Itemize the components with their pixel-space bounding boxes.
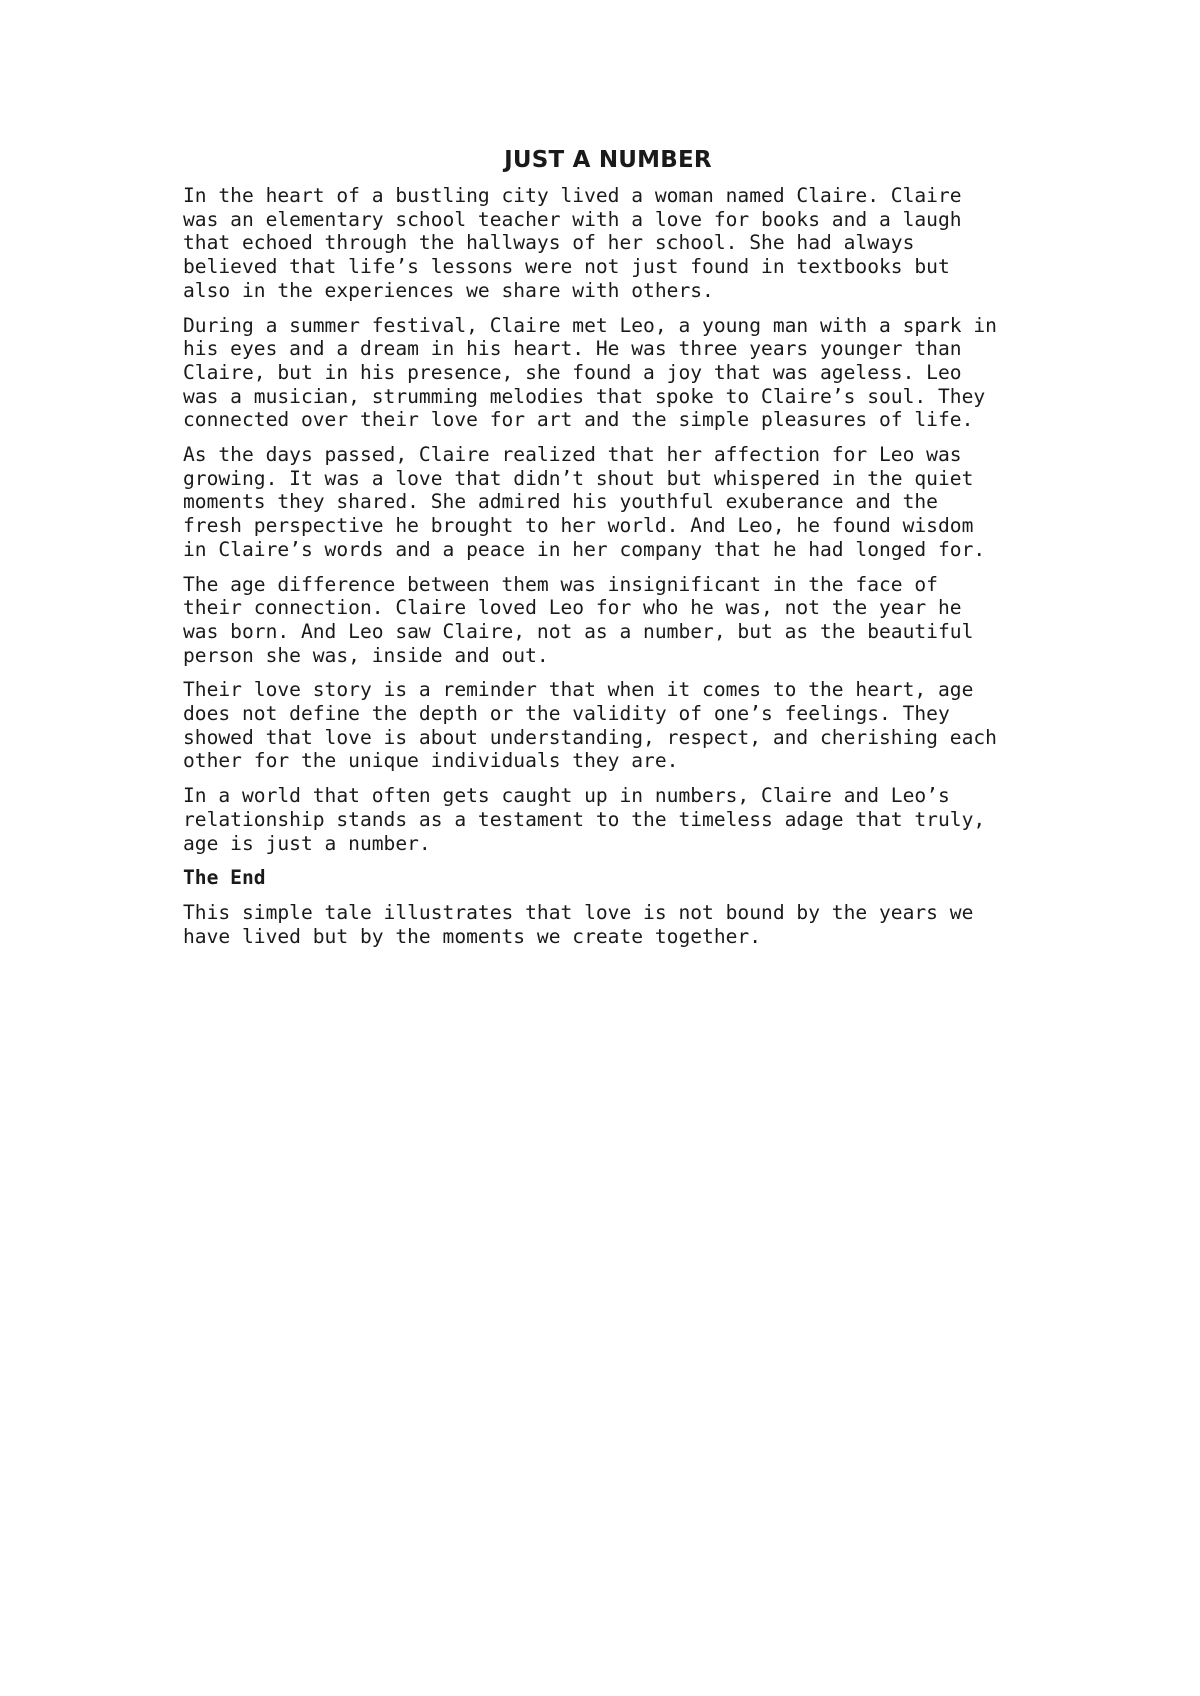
paragraph-1: In the heart of a bustling city lived a woman named Claire. Claire was an elementary school teacher with a love for books and a laugh that echoed through the hallways of her school. She had always believed that life’s lessons were not just found in textbooks but also in the experiences we share with others.	[183, 184, 962, 302]
paragraph-2: During a summer festival, Claire met Leo, a young man with a spark in his eyes and a dream in his heart. He was three years younger than Claire, but in his presence, she found a joy that was ageless. Leo was a musician, strumming melodies that spoke to Claire’s soul. They connected over their love for art and the simple pleasures of life.	[183, 313, 997, 432]
paragraph-3: As the days passed, Claire realized that her affection for Leo was growing. It was a love that didn’t shout but whispered in the quiet moments they shared. She admired his youthful exuberance and the fresh perspective he brought to her world. And Leo, he found wisdom in Claire’s words and a peace in her company that he had longed for.	[183, 443, 986, 561]
closing-paragraph: This simple tale illustrates that love is not bound by the years we have lived but by the moments we create together.	[183, 900, 974, 948]
paragraph-6: In a world that often gets caught up in numbers, Claire and Leo’s relationship stands as a testament to the timeless adage that truly, age is just a number.	[183, 784, 986, 855]
end-heading: The End	[183, 866, 266, 890]
document-title: JUST A NUMBER	[504, 147, 712, 173]
paragraph-5: Their love story is a reminder that when it comes to the heart, age does not define the depth or the validity of one’s feelings. They showed that love is about understanding, respect, and cherishing each other for the unique individuals they are.	[183, 678, 997, 773]
document-body	[183, 146, 1033, 959]
paragraph-4: The age difference between them was insignificant in the face of their connection. Claire loved Leo for who he was, not the year he was born. And Leo saw Claire, not as a number, but as the beautiful person she was, inside and out.	[183, 572, 974, 667]
